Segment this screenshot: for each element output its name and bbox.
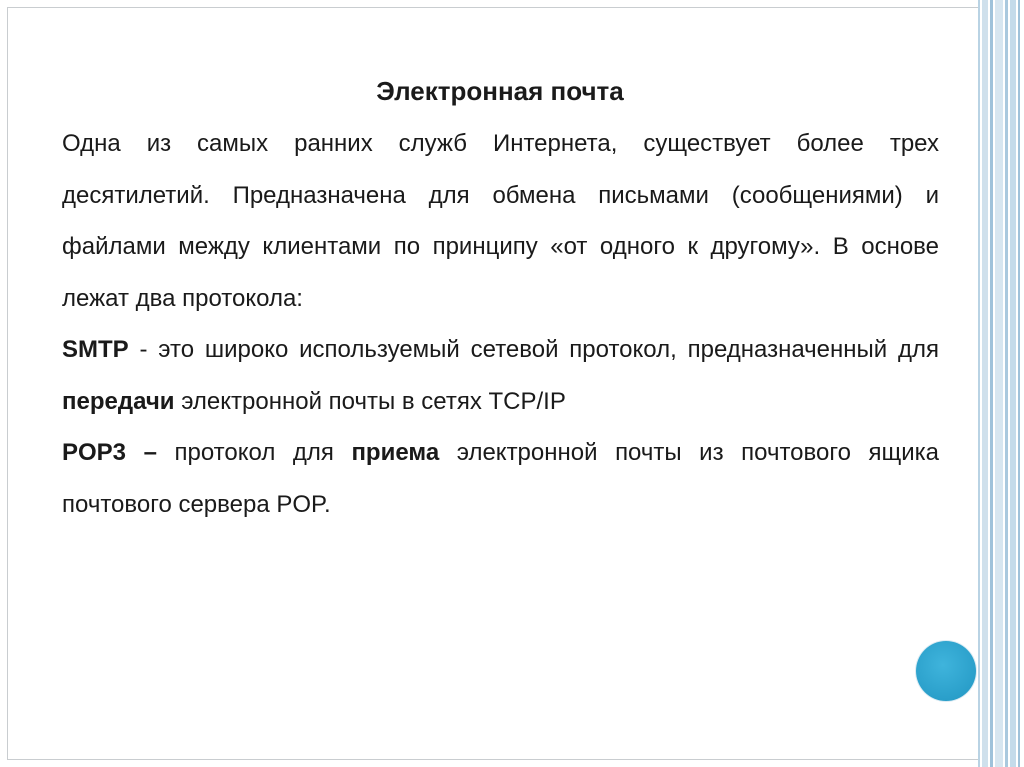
smtp-text-2: электронной почты в сетях TCP/IP: [174, 387, 566, 415]
smtp-paragraph: [62, 324, 939, 427]
smtp-term: SMTP: [62, 336, 129, 363]
intro-paragraph: Одна из самых ранних служб Интернета, существует более трех десятилетий. Предназначена для обмена письмами (сообщениями) и файлами между клиентами по принципу «от одного к другому». В основе лежат два протокола:: [62, 130, 939, 312]
smtp-text-1: - это широко используемый сетевой протокол, предназначенный для: [128, 336, 939, 363]
pop3-emphasis: приема: [351, 439, 440, 466]
frame-top-line: [7, 7, 979, 8]
pop3-text-1: протокол для: [156, 439, 352, 466]
stripe: [978, 0, 980, 767]
accent-circle-icon: [916, 641, 976, 701]
stripe: [990, 0, 993, 767]
pop3-text-2: электронной почты из почтового ящика почтового сервера POP.: [62, 439, 940, 518]
pop3-term: POP3 –: [62, 439, 157, 466]
stripe: [1005, 0, 1008, 767]
frame-bottom-line: [7, 759, 979, 760]
slide-title: Электронная почта: [376, 76, 624, 106]
stripe: [1010, 0, 1016, 767]
pop3-paragraph: [62, 427, 939, 530]
slide-body: [62, 118, 939, 530]
stripe: [1018, 0, 1020, 767]
frame-left-line: [7, 7, 8, 760]
stripe: [982, 0, 988, 767]
decorative-stripes: [978, 0, 1024, 767]
stripe: [995, 0, 1003, 767]
smtp-emphasis: передачи: [62, 387, 175, 415]
